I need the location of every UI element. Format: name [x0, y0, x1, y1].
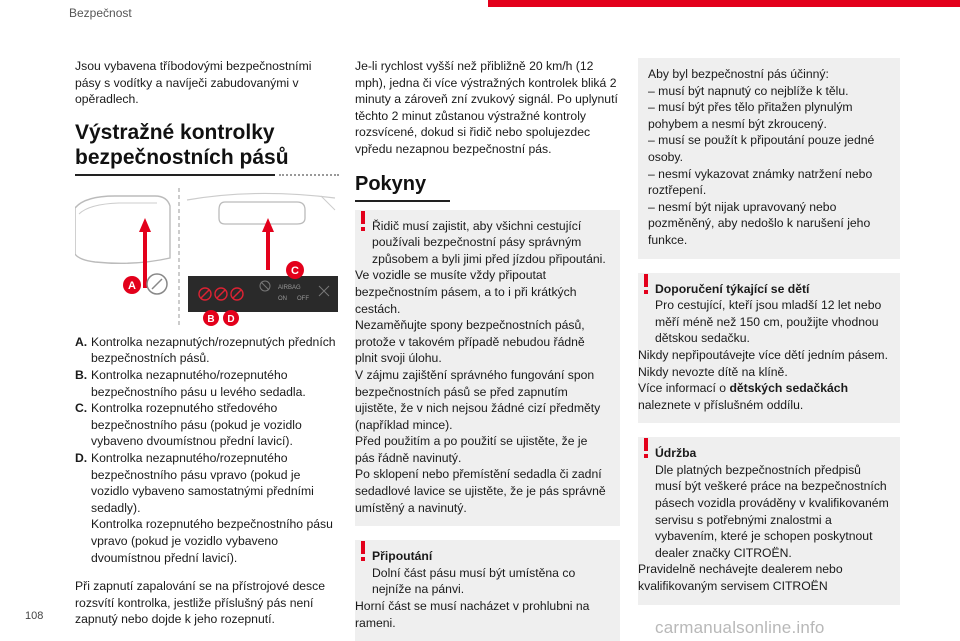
svg-text:A: A: [128, 279, 136, 292]
callout-b: [203, 310, 219, 326]
dashboard-illustration: [75, 188, 340, 326]
list-item: – nesmí být nijak upravovaný nebo pozměněný, aby nedošlo k narušení jeho funkce.: [648, 199, 871, 247]
heading-rule-2: [355, 200, 620, 210]
legend-item-d: D. Kontrolka nezapnutého/rozepnutého bezpečnostního pásu vpravo (pokud je vozidlo vybaveno samostatnými předními sedadly). Kontrolka rozepnutého bezpečnostního pásu vpravo (pokud je vozidlo vybaveno dvoumístnou přední lavicí).: [75, 450, 333, 565]
page-number: 108: [25, 610, 44, 622]
list-item: – nesmí vykazovat známky natržení nebo roztřepení.: [648, 166, 873, 198]
rearview-mirror: [219, 202, 305, 224]
column-1: [75, 58, 340, 628]
header-accent-bar: [488, 0, 960, 7]
speed-paragraph: Je-li rychlost vyšší než přibližně 20 km/h (12 mph), jedna či více výstražných kontrolek bliká 2 minuty a zároveň zní zvukový signál. Po uplynutí těchto 2 minut zůstanou výstražné kontroly rozsvícené, dokud si řidič nebo spolujezdec vpředu nezapnou bezpečnostní pás.: [355, 59, 618, 156]
intro-paragraph: Jsou vybavena tříbodovými bezpečnostními pásy s vodítky a navíječi zabudovanými v opěradlech.: [75, 59, 312, 107]
watermark: carmanualsonline.info: [655, 618, 825, 637]
airbag-on-label: ON: [278, 295, 287, 302]
belt-effectiveness-box: Aby byl bezpečnostní pás účinný: – musí být napnutý co nejblíže k tělu. – musí být přes tělo přitažen plynulým pohybem a nesmí být zkroucený. – musí se použít k připoutání pouze jedné osoby. – nesmí vykazovat známky natržení nebo roztřepení. – nesmí být nijak upravovaný nebo pozměněný, aby nedošlo k narušení jeho funkce.: [638, 58, 900, 259]
section-heading-warning-lamps: Výstražné kontrolky bezpečnostních pásů: [75, 120, 289, 169]
section-title: Bezpečnost: [69, 6, 132, 20]
list-item: – musí být přes tělo přitažen plynulým pohybem a nesmí být zkroucený.: [648, 100, 853, 131]
callout-c: [286, 261, 304, 279]
warning-box-fastening: Připoutání Dolní část pásu musí být umístěna co nejníže na pánvi. Horní část se musí nacházet v prohlubni na rameni.: [355, 540, 620, 641]
callout-d: [223, 310, 239, 326]
svg-text:C: C: [291, 264, 299, 277]
warning-box-maintenance: Údržba Dle platných bezpečnostních předpisů musí být veškeré práce na bezpečnostních pásech vozidla prováděny v kvalifikovaném servisu s potřebnými znalostmi a vybavením, které je schopen poskytnout dealer značky CITROËN. Pravidelně nechávejte dealerem nebo kvalifikovaným servisem CITROËN: [638, 437, 900, 604]
svg-text:D: D: [227, 313, 235, 325]
airbag-label: AIRBAG: [278, 284, 301, 291]
list-item: – musí se použít k připoutání pouze jedné osoby.: [648, 133, 875, 164]
heading-rule: [75, 174, 340, 184]
column-3: [638, 58, 900, 605]
airbag-off-label: OFF: [297, 295, 309, 302]
figure-legend: [75, 334, 340, 566]
roof-outline: [187, 193, 335, 200]
instrument-cluster-outline: [75, 196, 170, 263]
cluster-inner-line: [79, 203, 157, 214]
legend-item-c: C. Kontrolka rozepnutého středového bezpečnostního pásu (pokud je vozidlo vybaveno dvoumístnou přední lavicí).: [75, 401, 302, 449]
legend-item-b: B. Kontrolka nezapnutého/rozepnutého bezpečnostního pásu u levého sedadla.: [75, 367, 306, 399]
warning-box-children: Doporučení týkající se dětí Pro cestující, kteří jsou mladší 12 let nebo měří méně než 150 cm, použijte vhodnou dětskou sedačku. Nikdy nepřipoutávejte více dětí jedním pásem. Nikdy nevozte dítě na klíně. Více informací o dětských sedačkách naleznete v příslušném oddílu.: [638, 273, 900, 424]
seatbelt-warning-figure: [75, 188, 340, 326]
arrow-c: [262, 218, 274, 270]
legend-item-a: A. Kontrolka nezapnutých/rozepnutých předních bezpečnostních pásů.: [75, 334, 336, 366]
outro-paragraph: Při zapnutí zapalování se na přístrojové desce rozsvítí kontrolka, jestliže příslušný pás není zapnutý nebo dojde k jeho rozepnutí.: [75, 579, 325, 627]
callout-a: [123, 276, 141, 294]
svg-text:B: B: [207, 313, 215, 325]
warning-box-belt-use: Řidič musí zajistit, aby všichni cestující používali bezpečnostní pásy správným způsobem a byli jimi před jízdou připoutáni. Ve vozidle se musíte vždy připoutat bezpečnostním pásem, a to i při krátkých cestách. Nezaměňujte spony bezpečnostních pásů, protože v takovém případě nebudou řádně plnit svoji úlohu. V zájmu zajištění správného fungování spon bezpečnostních pásů se před zapnutím ujistěte, že v nich nejsou žádné cizí předměty (například mince). Před použitím a po použití se ujistěte, že je pás řádně navinutý. Po sklopení nebo přemístění sedadla či zadní sedadlové lavice se ujistěte, že je pás správně umístěný a navinutý.: [355, 210, 620, 527]
section-heading-instructions: Pokyny: [355, 172, 427, 195]
list-item: – musí být napnutý co nejblíže k tělu.: [648, 83, 849, 98]
column-2: [355, 58, 620, 641]
